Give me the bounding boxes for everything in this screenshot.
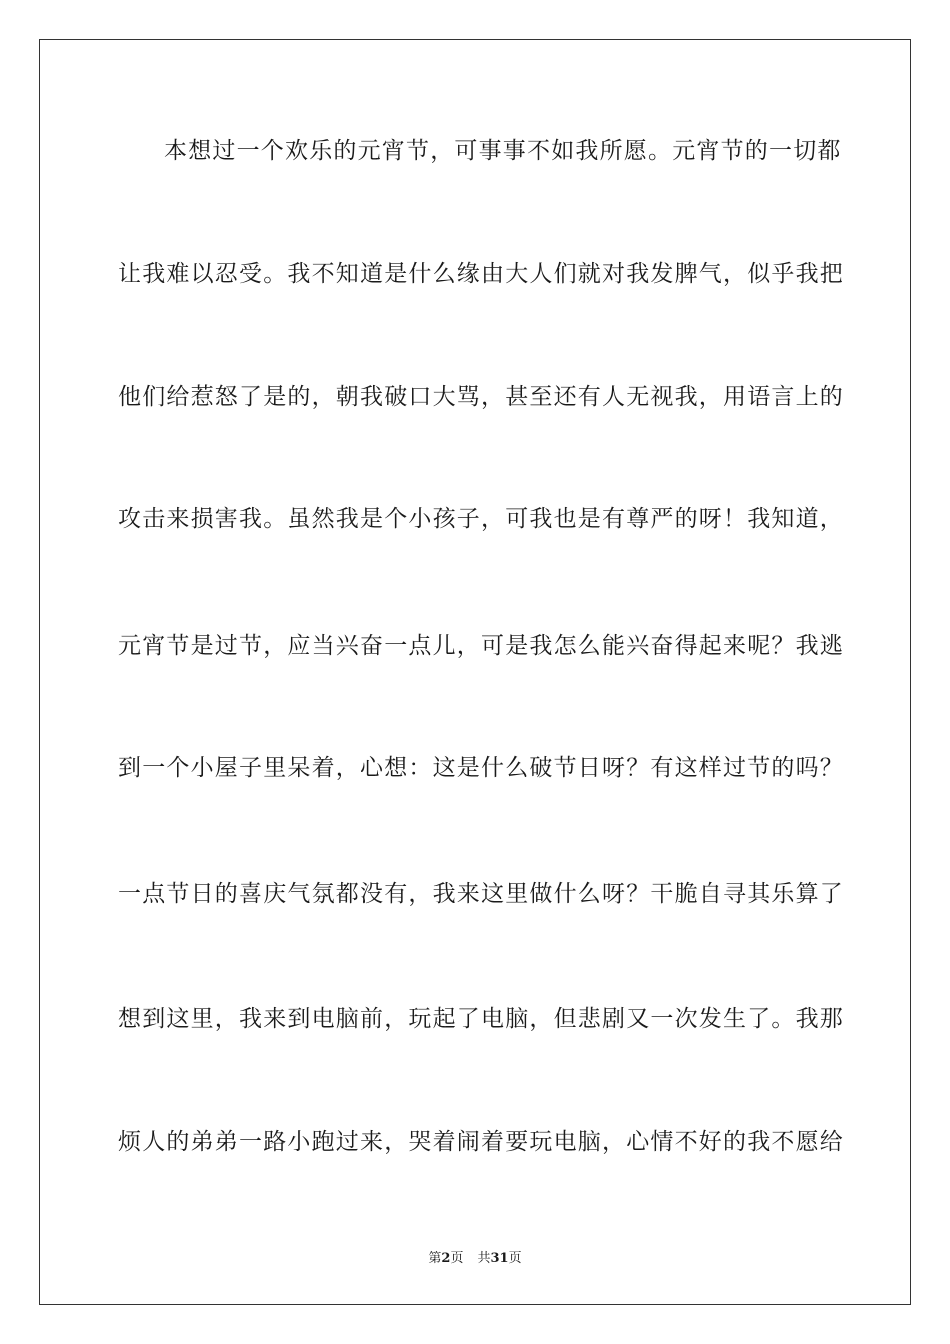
body-text-line: 一点节日的喜庆气氛都没有，我来这里做什么呀？干脆自寻其乐算了 <box>118 881 844 907</box>
page-number: 2 <box>441 1251 451 1266</box>
total-pages: 31 <box>490 1251 509 1266</box>
body-text-line: 他们给惹怒了是的，朝我破口大骂，甚至还有人无视我，用语言上的 <box>118 384 844 410</box>
body-text-line: 烦人的弟弟一路小跑过来，哭着闹着要玩电脑，心情不好的我不愿给 <box>118 1129 844 1155</box>
page-prefix: 第 <box>428 1251 442 1266</box>
page-footer <box>0 1247 950 1266</box>
body-text-line: 攻击来损害我。虽然我是个小孩子，可我也是有尊严的呀！我知道， <box>118 506 844 532</box>
body-text-line: 让我难以忍受。我不知道是什么缘由大人们就对我发脾气，似乎我把 <box>118 261 844 287</box>
body-text-line: 到一个小屋子里呆着，心想：这是什么破节日呀？有这样过节的吗？ <box>118 755 844 781</box>
body-text-line: 本想过一个欢乐的元宵节，可事事不如我所愿。元宵节的一切都 <box>164 138 842 164</box>
body-text-line: 元宵节是过节，应当兴奋一点儿，可是我怎么能兴奋得起来呢？我逃 <box>118 633 844 659</box>
page-suffix: 页 <box>450 1251 464 1266</box>
total-prefix: 共 <box>477 1251 491 1266</box>
page-border <box>39 39 911 1305</box>
body-text-line: 想到这里，我来到电脑前，玩起了电脑，但悲剧又一次发生了。我那 <box>118 1006 844 1032</box>
total-suffix: 页 <box>508 1251 522 1266</box>
